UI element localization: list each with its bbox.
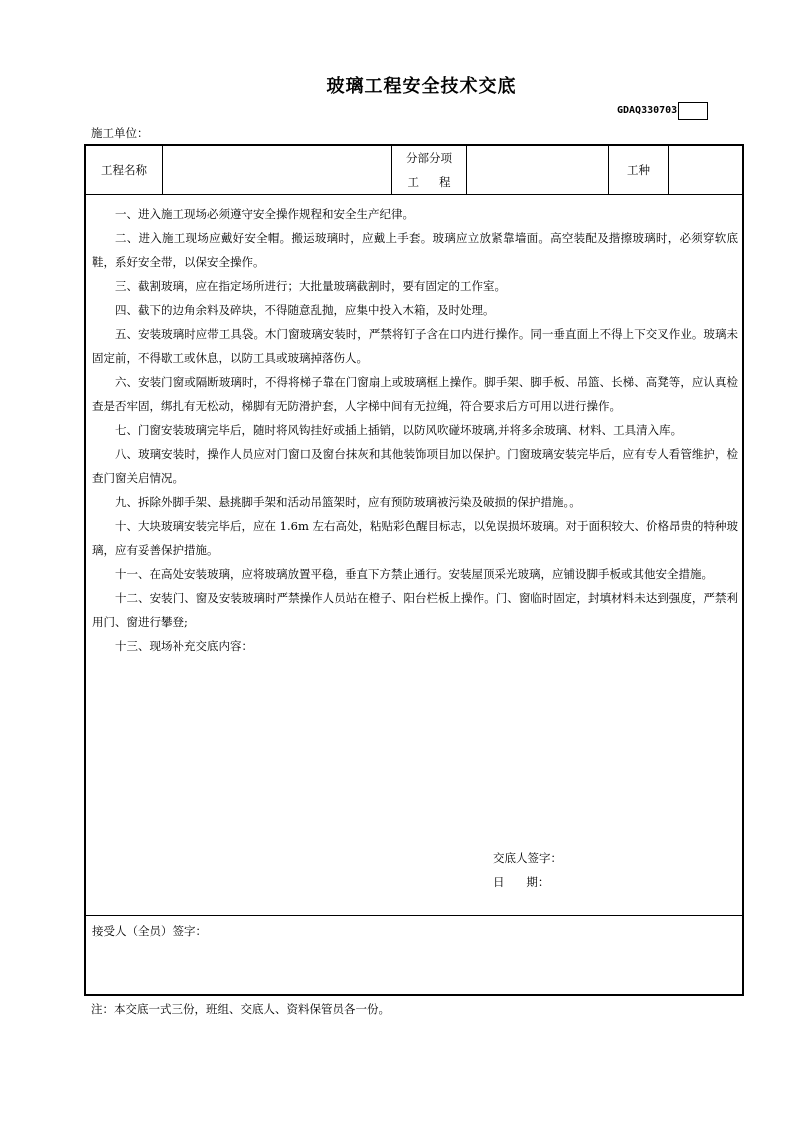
- receiver-signature-label: 接受人（全员）签字：: [92, 924, 207, 938]
- item-4: 四、截下的边角余料及碎块，不得随意乱抛，应集中投入木箱，及时处理。: [115, 303, 495, 317]
- item-6: 六、安装门窗或隔断玻璃时，不得将梯子靠在门窗扇上或玻璃框上操作。脚手架、脚手板、吊篮、长梯、高凳等，应认真检查是否牢固，绑扎有无松动，梯脚有无防滑护套，人字梯中间有无拉绳，符合要求后方可用以进行操作。: [92, 375, 738, 413]
- project-name-label: [86, 146, 162, 194]
- receiver-row: [86, 915, 742, 995]
- header-row: [86, 146, 742, 195]
- footnote: 注：本交底一式三份，班组、交底人、资料保管员各一份。: [91, 1002, 390, 1016]
- date-label: 日 期：: [493, 875, 550, 889]
- sub-project-label: [392, 146, 471, 194]
- item-12: 十二、安装门、窗及安装玻璃时严禁操作人员站在橙子、阳台栏板上操作。门、窗临时固定，封填材料未达到强度，严禁利用门、窗进行攀登;: [92, 591, 738, 629]
- form-code: [617, 102, 708, 120]
- sub-project-label-line2: 工程: [407, 175, 471, 189]
- disclosure-form: [84, 144, 744, 996]
- item-7: 七、门窗安装玻璃完毕后，随时将风钩挂好或插上插销，以防风吹碰坏玻璃,并将多余玻璃、材料、工具清入库。: [115, 423, 683, 437]
- project-name-label-text: 工程名称: [101, 163, 147, 177]
- construction-unit-label: 施工单位：: [91, 126, 149, 140]
- discloser-signature-label: 交底人签字：: [493, 851, 562, 865]
- sub-project-label-line1: 分部分项: [406, 151, 452, 165]
- item-13: 十三、现场补充交底内容：: [115, 639, 253, 653]
- item-3: 三、截割玻璃，应在指定场所进行；大批量玻璃截割时，要有固定的工作室。: [115, 279, 506, 293]
- trade-label: [609, 146, 668, 194]
- project-name-field[interactable]: [163, 146, 391, 194]
- trade-field[interactable]: [669, 146, 742, 194]
- form-code-text: GDAQ330703: [617, 105, 678, 116]
- item-11: 十一、在高处安装玻璃，应将玻璃放置平稳，垂直下方禁止通行。安装屋顶采光玻璃，应铺设脚手板或其他安全措施。: [115, 567, 713, 581]
- page-title: 玻璃工程安全技术交底: [326, 76, 517, 97]
- item-5: 五、安装玻璃时应带工具袋。木门窗玻璃安装时，严禁将钉子含在口内进行操作。同一垂直面上不得上下交叉作业。玻璃未固定前，不得歇工或休息，以防工具或玻璃掉落伤人。: [92, 327, 738, 365]
- form-code-box[interactable]: [678, 102, 708, 120]
- disclosure-content: [92, 202, 738, 658]
- item-1: 一、进入施工现场必须遵守安全操作规程和安全生产纪律。: [115, 207, 414, 221]
- item-10: 十、大块玻璃安装完毕后，应在 1.6m 左右高处，粘贴彩色醒目标志，以免误损坏玻璃。对于面积较大、价格昂贵的特种玻璃，应有妥善保护措施。: [92, 519, 738, 557]
- item-2: 二、进入施工现场应戴好安全帽。搬运玻璃时，应戴上手套。玻璃应立放紧靠墙面。高空装配及揩擦玻璃时，必须穿软底鞋，系好安全带，以保安全操作。: [92, 231, 738, 269]
- trade-label-text: 工种: [627, 163, 650, 177]
- item-9: 九、拆除外脚手架、悬挑脚手架和活动吊篮架时，应有预防玻璃被污染及破损的保护措施。。: [115, 495, 581, 509]
- sub-project-field[interactable]: [467, 146, 608, 194]
- item-8: 八、玻璃安装时，操作人员应对门窗口及窗台抹灰和其他装饰项目加以保护。门窗玻璃安装完毕后，应有专人看管维护，检查门窗关启情况。: [92, 447, 738, 485]
